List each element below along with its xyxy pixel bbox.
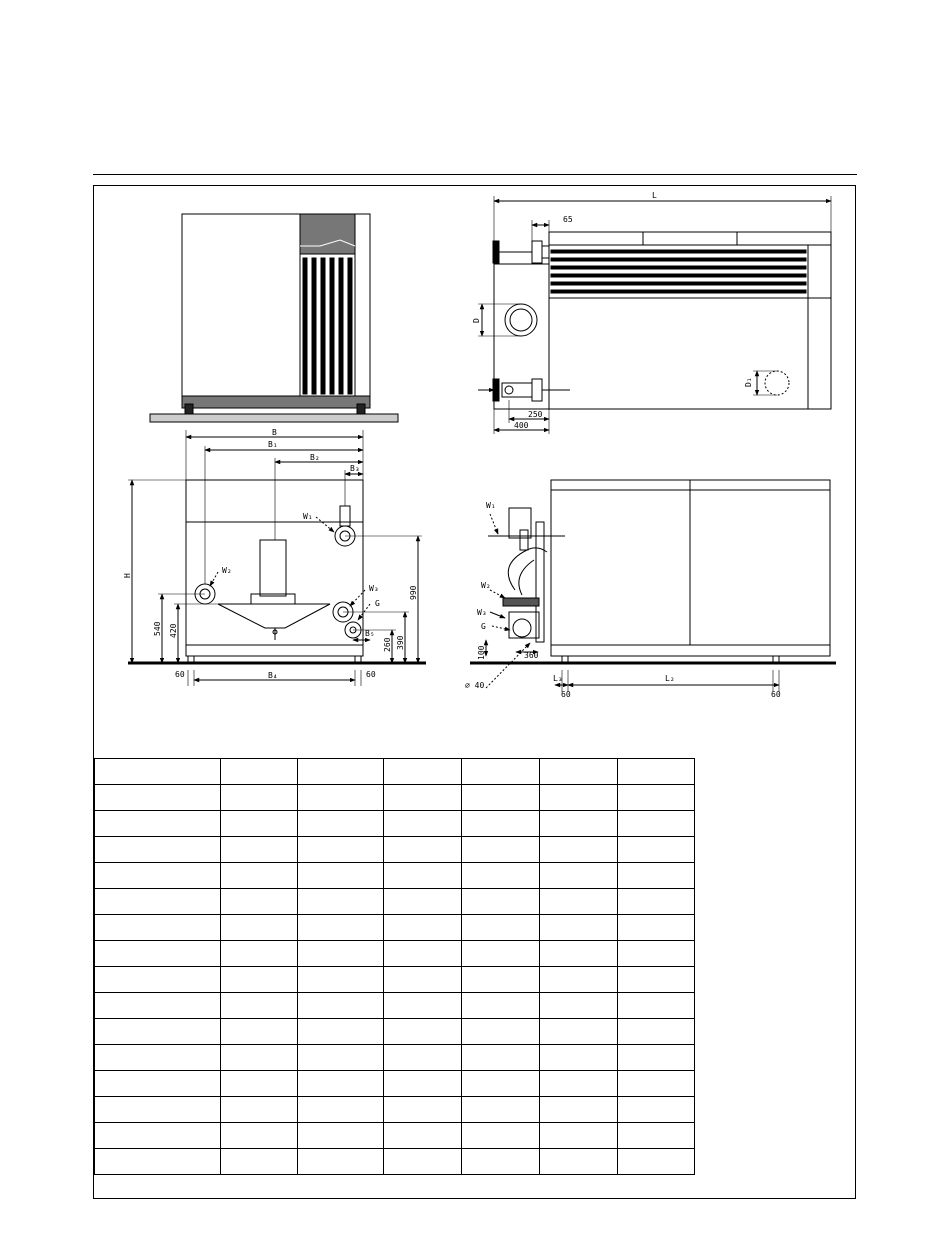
table-row (95, 993, 695, 1019)
table-cell (221, 759, 298, 785)
table-cell (462, 1097, 540, 1123)
table-cell (95, 1071, 221, 1097)
table-cell (221, 915, 298, 941)
side-elevation-view (470, 480, 836, 692)
table-cell (618, 837, 695, 863)
label-W1: W₁ (486, 501, 496, 510)
table-cell (298, 811, 384, 837)
table-cell (618, 1045, 695, 1071)
table-cell (221, 1149, 298, 1175)
label-B: B (272, 428, 277, 437)
table-cell (618, 1123, 695, 1149)
table-cell (95, 1149, 221, 1175)
table-cell (298, 915, 384, 941)
table-cell (540, 811, 618, 837)
table-cell (540, 1019, 618, 1045)
table-cell (95, 1097, 221, 1123)
table-cell (298, 1149, 384, 1175)
table-cell (95, 915, 221, 941)
table-cell (618, 915, 695, 941)
table-cell (540, 1071, 618, 1097)
table-cell (540, 1045, 618, 1071)
label-B3: B₃ (350, 464, 360, 473)
table-cell (95, 889, 221, 915)
dimension-table (94, 758, 695, 1175)
table-cell (540, 863, 618, 889)
table-cell (384, 837, 462, 863)
table-cell (298, 863, 384, 889)
label-W1: W₁ (303, 512, 313, 521)
table-cell (298, 837, 384, 863)
table-cell (221, 1045, 298, 1071)
dim-60-right: 60 (366, 670, 376, 679)
label-D: D (472, 318, 481, 323)
table-cell (618, 993, 695, 1019)
label-L3: L₃ (553, 674, 563, 683)
dim-390: 390 (396, 635, 405, 650)
table-cell (462, 1149, 540, 1175)
table-cell (540, 759, 618, 785)
table-cell (618, 759, 695, 785)
boiler-elevation-view (150, 214, 398, 422)
table-cell (540, 1123, 618, 1149)
table-row (95, 915, 695, 941)
table-cell (221, 785, 298, 811)
table-cell (618, 811, 695, 837)
dim-420: 420 (169, 623, 178, 638)
table-cell (540, 941, 618, 967)
table-cell (540, 837, 618, 863)
label-D1: D₁ (744, 377, 753, 387)
label-W2: W₂ (222, 566, 232, 575)
table-cell (540, 967, 618, 993)
table-cell (462, 1019, 540, 1045)
front-view-labels (123, 428, 418, 680)
radiator-fins (303, 258, 352, 394)
table-cell (298, 941, 384, 967)
table-cell (384, 1019, 462, 1045)
table-cell (462, 811, 540, 837)
table-cell (221, 941, 298, 967)
table-cell (384, 993, 462, 1019)
table-row (95, 863, 695, 889)
dim-diameter-40: ∅ 40 (465, 681, 485, 690)
table-cell (618, 1097, 695, 1123)
label-H: H (123, 573, 132, 578)
table-cell (618, 785, 695, 811)
table-cell (462, 915, 540, 941)
table-row (95, 1149, 695, 1175)
table-row (95, 889, 695, 915)
table-cell (618, 1149, 695, 1175)
table-cell (95, 993, 221, 1019)
table-cell (462, 941, 540, 967)
table-cell (221, 811, 298, 837)
table-row (95, 811, 695, 837)
table-cell (95, 759, 221, 785)
table-row (95, 837, 695, 863)
table-cell (540, 915, 618, 941)
table-cell (298, 967, 384, 993)
table-cell (298, 993, 384, 1019)
table-cell (298, 759, 384, 785)
table-cell (298, 1071, 384, 1097)
table-row (95, 785, 695, 811)
table-cell (462, 993, 540, 1019)
table-cell (298, 1123, 384, 1149)
table-cell (95, 785, 221, 811)
table-cell (384, 785, 462, 811)
table-cell (221, 837, 298, 863)
table-cell (221, 889, 298, 915)
table-cell (95, 1045, 221, 1071)
table-cell (384, 889, 462, 915)
table-cell (221, 993, 298, 1019)
label-G: G (481, 622, 486, 631)
table-cell (540, 785, 618, 811)
front-elevation-view (128, 430, 426, 686)
table-cell (618, 1071, 695, 1097)
table-cell (618, 863, 695, 889)
table-cell (384, 1045, 462, 1071)
table-cell (462, 1123, 540, 1149)
table-cell (221, 1123, 298, 1149)
table-cell (221, 1019, 298, 1045)
table-cell (298, 889, 384, 915)
dim-60-left: 60 (561, 690, 571, 699)
table-cell (221, 1097, 298, 1123)
table-cell (618, 889, 695, 915)
table-cell (618, 967, 695, 993)
label-W3: W₃ (369, 584, 379, 593)
dim-360: 360 (524, 651, 539, 660)
table-cell (462, 889, 540, 915)
table-row (95, 967, 695, 993)
table-cell (462, 1045, 540, 1071)
dim-100: 100 (477, 645, 486, 660)
table-cell (618, 941, 695, 967)
label-B4: B₄ (268, 671, 278, 680)
dim-400: 400 (514, 421, 529, 430)
table-cell (95, 967, 221, 993)
dim-260: 260 (383, 637, 392, 652)
table-cell (384, 811, 462, 837)
table-cell (95, 1019, 221, 1045)
table-cell (540, 1149, 618, 1175)
dim-250: 250 (528, 410, 543, 419)
table-cell (221, 967, 298, 993)
label-G: G (375, 599, 380, 608)
table-cell (95, 811, 221, 837)
table-cell (298, 1097, 384, 1123)
table-row (95, 1071, 695, 1097)
flue-tubes (551, 250, 806, 293)
table-cell (384, 1071, 462, 1097)
label-B5: B₅ (365, 629, 375, 638)
table-cell (298, 1045, 384, 1071)
table-row (95, 1045, 695, 1071)
label-L2: L₂ (665, 674, 675, 683)
table-row (95, 1097, 695, 1123)
label-W3: W₃ (477, 608, 487, 617)
table-row (95, 941, 695, 967)
table-cell (462, 785, 540, 811)
table-cell (384, 915, 462, 941)
top-view-labels (472, 191, 753, 430)
table-cell (462, 837, 540, 863)
table-cell (384, 967, 462, 993)
table-cell (95, 941, 221, 967)
table-cell (540, 889, 618, 915)
table-cell (298, 785, 384, 811)
table-cell (384, 863, 462, 889)
table-cell (540, 1097, 618, 1123)
dim-60-left: 60 (175, 670, 185, 679)
table-row (95, 1123, 695, 1149)
dim-540: 540 (153, 621, 162, 636)
table-cell (462, 967, 540, 993)
table-cell (618, 1019, 695, 1045)
table-cell (221, 863, 298, 889)
table-cell (298, 1019, 384, 1045)
label-B2: B₂ (310, 453, 320, 462)
dim-990: 990 (409, 585, 418, 600)
table-cell (540, 993, 618, 1019)
top-plan-view (493, 232, 831, 409)
table-cell (462, 863, 540, 889)
dim-60-right: 60 (771, 690, 781, 699)
table-cell (462, 1071, 540, 1097)
label-L: L (652, 191, 657, 200)
table-cell (95, 1123, 221, 1149)
table-cell (384, 759, 462, 785)
table-row (95, 759, 695, 785)
table-cell (384, 941, 462, 967)
table-cell (462, 759, 540, 785)
label-B1: B₁ (268, 440, 278, 449)
table-cell (95, 863, 221, 889)
table-cell (95, 837, 221, 863)
table-row (95, 1019, 695, 1045)
table-cell (384, 1123, 462, 1149)
table-cell (384, 1149, 462, 1175)
dim-65: 65 (563, 215, 573, 224)
table-cell (221, 1071, 298, 1097)
table-cell (384, 1097, 462, 1123)
label-W2: W₂ (481, 581, 491, 590)
